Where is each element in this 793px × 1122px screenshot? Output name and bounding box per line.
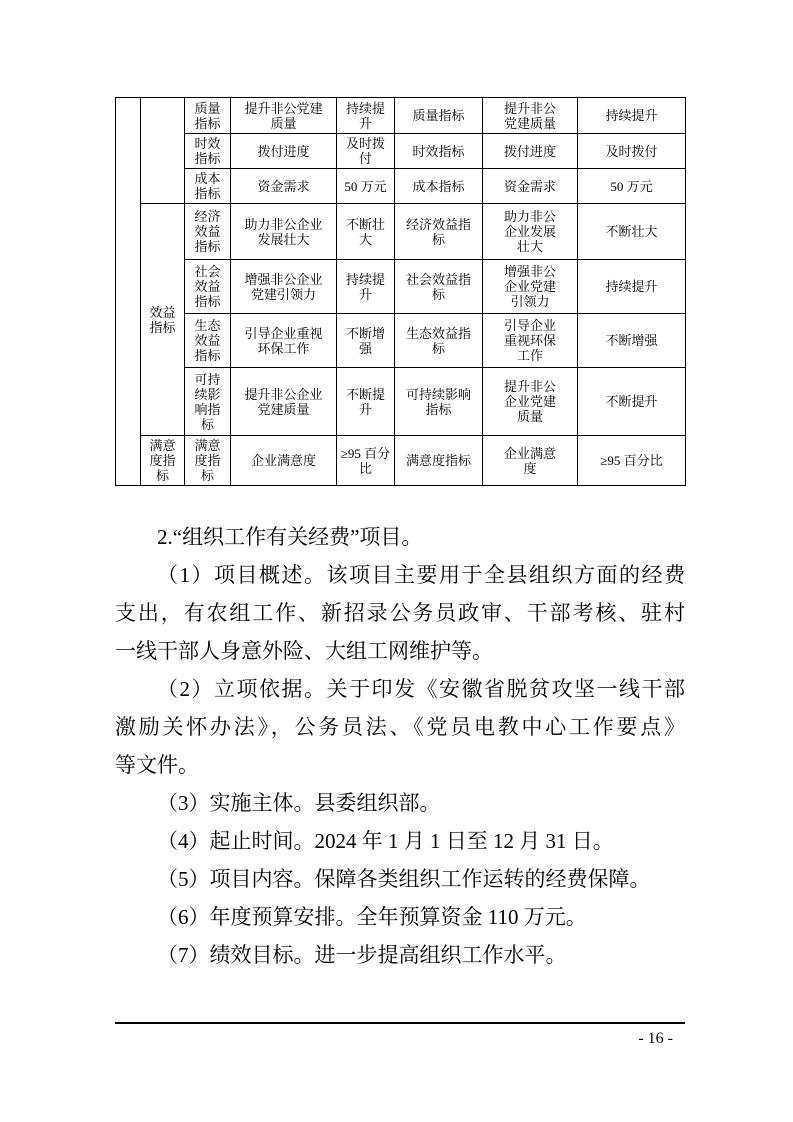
table-cell-indicator: 经济效益指标	[185, 204, 231, 260]
table-cell-indicator: 满意度指标	[395, 436, 483, 486]
table-cell-value: 不断增强	[578, 314, 686, 368]
table-cell-indicator: 可持续影响指标	[185, 368, 231, 436]
table-cell-value: 持续提升	[578, 260, 686, 314]
table-row	[116, 368, 686, 436]
paragraph-line: （5）项目内容。保障各类组织工作运转的经费保障。	[157, 867, 651, 891]
paragraph-line: 激励关怀办法》，公务员法、《党员电教中心工作要点》	[115, 715, 685, 739]
paragraph-line: 一线干部人身意外险、大组工网维护等。	[115, 639, 493, 663]
paragraph-line: 等文件。	[115, 753, 199, 777]
table-cell-target: 资金需求	[483, 169, 578, 204]
table-cell-value: 50 万元	[578, 169, 686, 204]
table-cell-target: 增强非公企业党建引领力	[231, 260, 337, 314]
table-cell-target: 引导企业重视环保工作	[231, 314, 337, 368]
table-row	[116, 436, 686, 486]
table-cell-spacer	[116, 98, 141, 486]
table-cell-value: 不断壮大	[337, 204, 395, 260]
table-cell-value: 50 万元	[337, 169, 395, 204]
footer-divider	[115, 1022, 685, 1024]
table-cell-indicator: 生态效益指标	[395, 314, 483, 368]
table-cell-value: 持续提升	[337, 98, 395, 134]
table-cell-value: 不断增强	[337, 314, 395, 368]
paragraph-line: 支出，有农组工作、新招录公务员政审、干部考核、驻村	[115, 601, 685, 625]
table-cell-target: 助力非公企业发展壮大	[483, 204, 578, 260]
table-row	[116, 98, 686, 134]
table-cell-value: 及时拨付	[337, 134, 395, 169]
table-cell-target: 增强非公企业党建引领力	[483, 260, 578, 314]
paragraph-line: （2）立项依据。关于印发《安徽省脱贫攻坚一线干部	[157, 677, 685, 701]
paragraph-line: （3）实施主体。县委组织部。	[157, 791, 441, 815]
body-text	[115, 518, 685, 974]
table-group-cell: 满意度指标	[141, 436, 185, 486]
table-group-cell	[141, 98, 185, 204]
table-cell-indicator: 成本指标	[185, 169, 231, 204]
table-cell-target: 企业满意度	[483, 436, 578, 486]
table-row	[116, 204, 686, 260]
table-cell-target: 拨付进度	[231, 134, 337, 169]
table-cell-value: ≥95 百分比	[578, 436, 686, 486]
table-cell-indicator: 满意度指标	[185, 436, 231, 486]
paragraph-line: （7）绩效目标。进一步提高组织工作水平。	[157, 943, 567, 967]
table-cell-value: ≥95 百分比	[337, 436, 395, 486]
table-row	[116, 134, 686, 169]
table-cell-indicator: 质量指标	[395, 98, 483, 134]
paragraph-line: （6）年度预算安排。全年预算资金 110 万元。	[157, 905, 587, 929]
table-cell-indicator: 经济效益指标	[395, 204, 483, 260]
section-heading: 2.“组织工作有关经费”项目。	[157, 525, 423, 549]
table-cell-indicator: 社会效益指标	[395, 260, 483, 314]
paragraph-line: （4）起止时间。2024 年 1 月 1 日至 12 月 31 日。	[157, 829, 614, 853]
table-row	[116, 169, 686, 204]
table-cell-target: 提升非公党建质量	[483, 98, 578, 134]
table-cell-target: 拨付进度	[483, 134, 578, 169]
table-row	[116, 314, 686, 368]
table-group-cell: 效益指标	[141, 204, 185, 436]
table-cell-value: 不断提升	[578, 368, 686, 436]
table-cell-target: 助力非公企业发展壮大	[231, 204, 337, 260]
table-cell-indicator: 时效指标	[185, 134, 231, 169]
table-cell-value: 持续提升	[337, 260, 395, 314]
table-cell-value: 及时拨付	[578, 134, 686, 169]
table-row	[116, 260, 686, 314]
table-cell-target: 提升非公企业党建质量	[483, 368, 578, 436]
table-cell-target: 企业满意度	[231, 436, 337, 486]
table-cell-target: 资金需求	[231, 169, 337, 204]
table-cell-target: 提升非公党建质量	[231, 98, 337, 134]
table-cell-indicator: 质量指标	[185, 98, 231, 134]
table-cell-value: 持续提升	[578, 98, 686, 134]
table-cell-indicator: 时效指标	[395, 134, 483, 169]
table-cell-indicator: 生态效益指标	[185, 314, 231, 368]
table-cell-value: 不断提升	[337, 368, 395, 436]
table-cell-indicator: 成本指标	[395, 169, 483, 204]
table-cell-target: 提升非公企业党建质量	[231, 368, 337, 436]
table-cell-indicator: 可持续影响指标	[395, 368, 483, 436]
paragraph-line: （1）项目概述。该项目主要用于全县组织方面的经费	[157, 563, 685, 587]
table-cell-value: 不断壮大	[578, 204, 686, 260]
page-number: - 16 -	[638, 1030, 673, 1047]
performance-indicator-table	[115, 97, 686, 486]
table-cell-target: 引导企业重视环保工作	[483, 314, 578, 368]
table-cell-indicator: 社会效益指标	[185, 260, 231, 314]
